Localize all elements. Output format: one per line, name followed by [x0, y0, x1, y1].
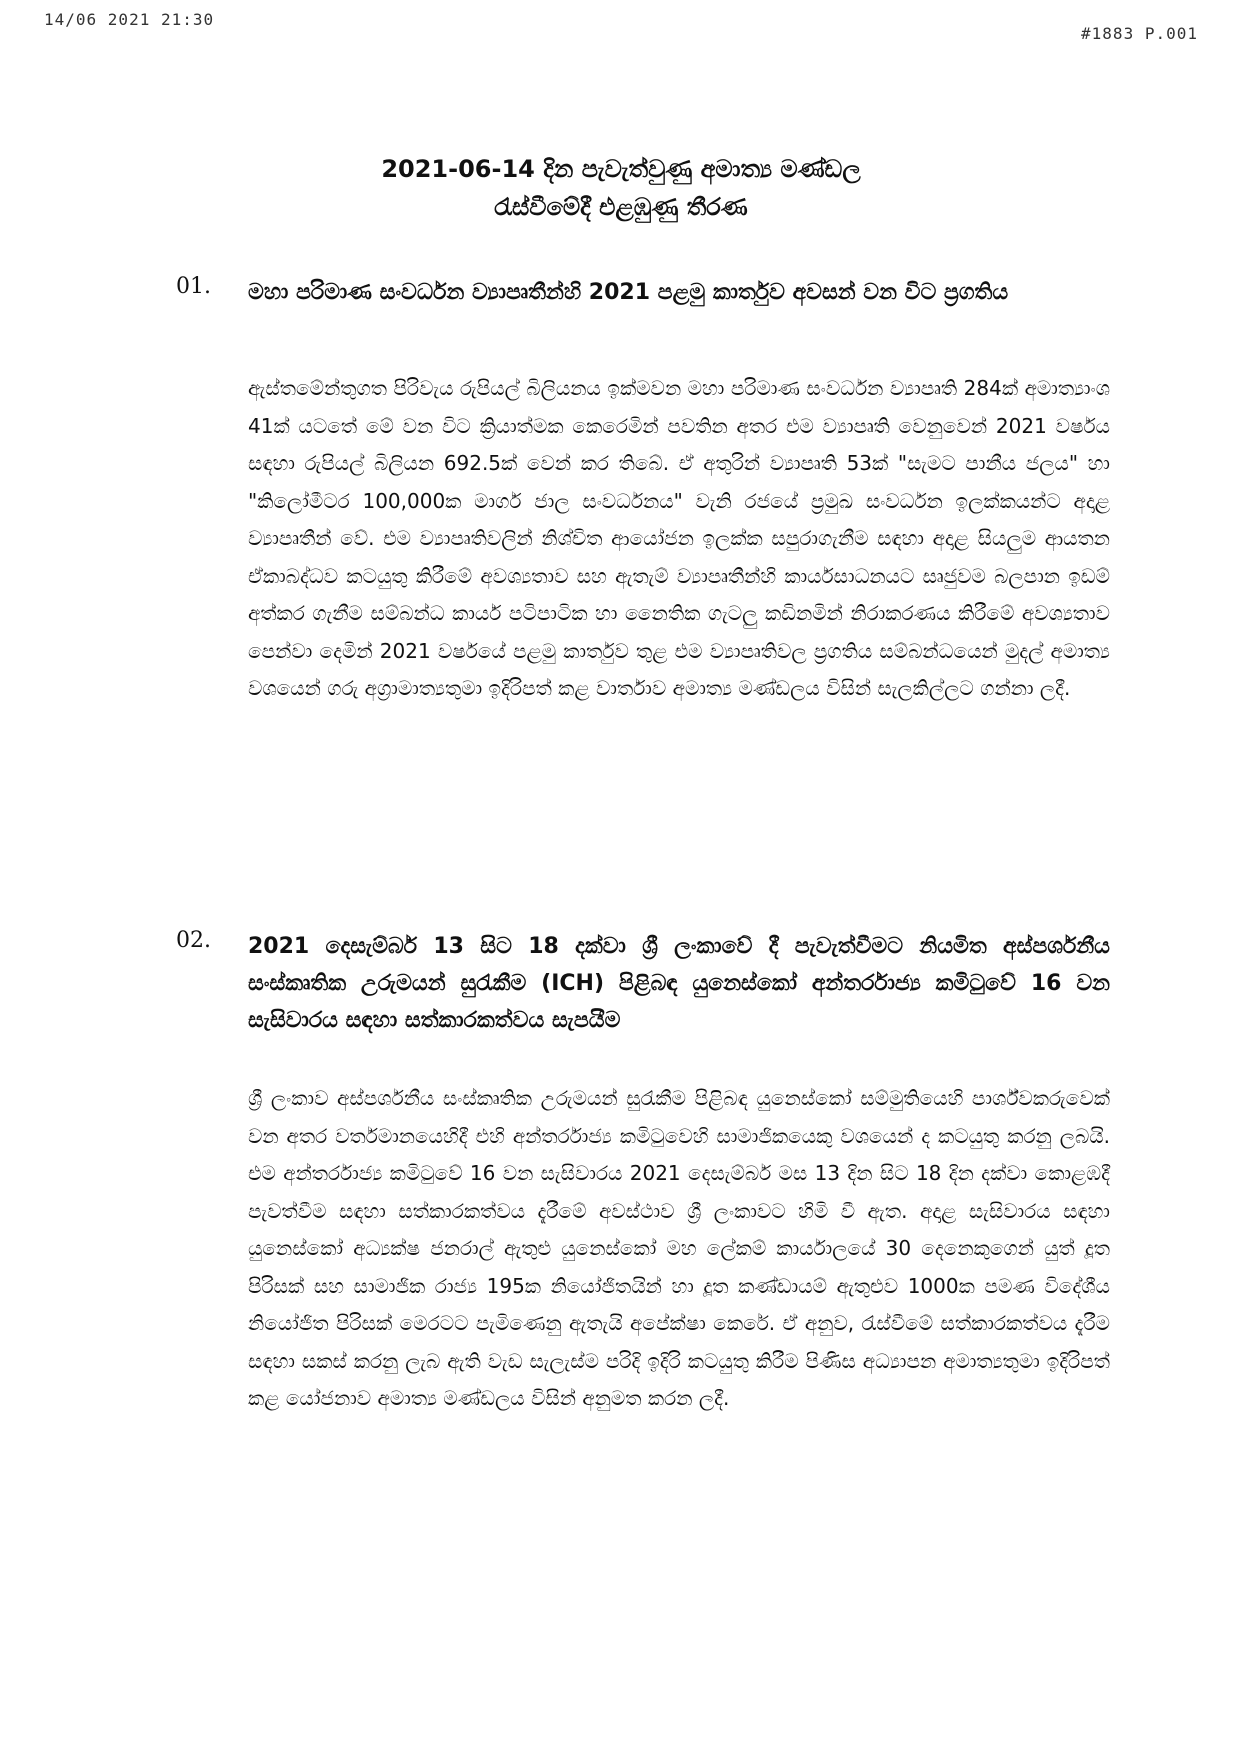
section-number: 01.: [176, 274, 211, 299]
title-line-2: රැස්වීමේදී එළඹුණු තීරණ: [494, 193, 748, 221]
section-body: ශ්‍රී ලංකාව අස්පර්ශනීය සංස්කෘතික උරුමයන් සුරැකීම පිළිබඳ යුනෙස්කෝ සම්මුතියෙහි පාර්ශ්වකරුවෙක් වන අතර වර්තමානයෙහිදී එහි අන්තර්රාජ්‍ය කමිටුවෙහි සාමාජිකයෙකු වශයෙන් ද කටයුතු කරනු ලබයි. එම අන්තර්රාජ්‍ය කමිටුවේ 16 වන සැසිවාරය 2021 දෙසැම්බර් මස 13 දින සිට 18 දින දක්වා කොළඹදී පැවත්වීම සඳහා සත්කාරකත්වය දැරීමේ අවස්ථාව ශ්‍රී ලංකාවට හිමි වී ඇත. අදාළ සැසිවාරය සඳහා යුනෙස්කෝ අධ්‍යක්ෂ ජනරාල් ඇතුළු යුනෙස්කෝ මහ ලේකම් කාර්යාලයේ 30 දෙනෙකුගෙන් යුත් දූත පිරිසක් සහ සාමාජික රාජ්‍ය 195ක නියෝජිතයින් හා දූත කණ්ඩායම් ඇතුළුව 1000ක පමණ විදේශීය නියෝජිත පිරිසක් මෙරටට පැමිණෙනු ඇතැයි අපේක්ෂා කෙරේ. ඒ අනුව, රැස්වීමේ සත්කාරකත්වය දැරීම සඳහා සකස් කරනු ලැබ ඇති වැඩ සැලැස්ම පරිදි ඉදිරි කටයුතු කිරීම පිණිස අධ්‍යාපන අමාත්‍යතුමා ඉදිරිපත් කළ යෝජනාව අමාත්‍ය මණ්ඩලය විසින් අනුමත කරන ලදී.: [248, 1086, 1110, 1410]
section-heading: 2021 දෙසැම්බර් 13 සිට 18 දක්වා ශ්‍රී ලංකාවේ දී පැවැත්වීමට නියමිත අස්පර්ශනීය සංස්කෘතික උරුමයන් සුරැකීම (ICH) පිළිබඳ යුනෙස්කෝ අන්තර්රාජ්‍ය කමිටුවේ 16 වන සැසිවාරය සඳහා සත්කාරකත්වය සැපයීම: [248, 934, 1110, 1033]
title-line-1: 2021-06-14 දින පැවැත්වුණු අමාත්‍ය මණ්ඩල: [381, 155, 861, 183]
document-title: [0, 150, 1242, 226]
section-body: ඇස්තමේන්තුගත පිරිවැය රුපියල් බිලියනය ඉක්මවන මහා පරිමාණ සංවර්ධන ව්‍යාපෘති 284ක් අමාත්‍යාංශ 41ක් යටතේ මේ වන විට ක්‍රියාත්මක කෙරෙමින් පවතින අතර එම ව්‍යාපෘති වෙනුවෙන් 2021 වර්ෂය සඳහා රුපියල් බිලියන 692.5ක් වෙන් කර තිබේ. ඒ අතුරින් ව්‍යාපෘති 53ක් "සැමට පානීය ජලය" හා "කිලෝමීටර 100,000ක මාර්ග ජාල සංවර්ධනය" වැනි රජයේ ප්‍රමුඛ සංවර්ධන ඉලක්කයන්ට අදාළ ව්‍යාපෘතීන් වේ. එම ව්‍යාපෘතිවලින් නිශ්චිත ආයෝජන ඉලක්ක සපුරාගැනීම සඳහා අදාළ සියලුම ආයතන ඒකාබද්ධව කටයුතු කිරීමේ අවශ්‍යතාව සහ ඇතැම් ව්‍යාපෘතීන්හි කාර්යසාධනයට සෘජුවම බලපාන ඉඩම් අත්කර ගැනීම සම්බන්ධ කාර්ය පටිපාටික හා නෛතික ගැටලු කඩිනමින් නිරාකරණය කිරීමේ අවශ්‍යතාව පෙන්වා දෙමින් 2021 වර්ෂයේ පළමු කාර්තුව තුළ එම ව්‍යාපෘතිවල ප්‍රගතිය සම්බන්ධයෙන් මුදල් අමාත්‍ය වශයෙන් ගරු අග්‍රාමාත්‍යතුමා ඉදිරිපත් කළ වාර්තාව අමාත්‍ය මණ්ඩලය විසින් සැලකිල්ලට ගන්නා ලදී.: [248, 376, 1110, 700]
section-heading: මහා පරිමාණ සංවර්ධන ව්‍යාපෘතීන්හි 2021 පළමු කාර්තුව අවසන් වන විට ප්‍රගතිය: [248, 280, 1009, 305]
section-number: 02.: [176, 928, 211, 953]
fax-datetime: 14/06 2021 21:30: [44, 10, 215, 29]
fax-header: [44, 8, 1198, 43]
fax-page-ref: #1883 P.001: [1081, 24, 1198, 43]
